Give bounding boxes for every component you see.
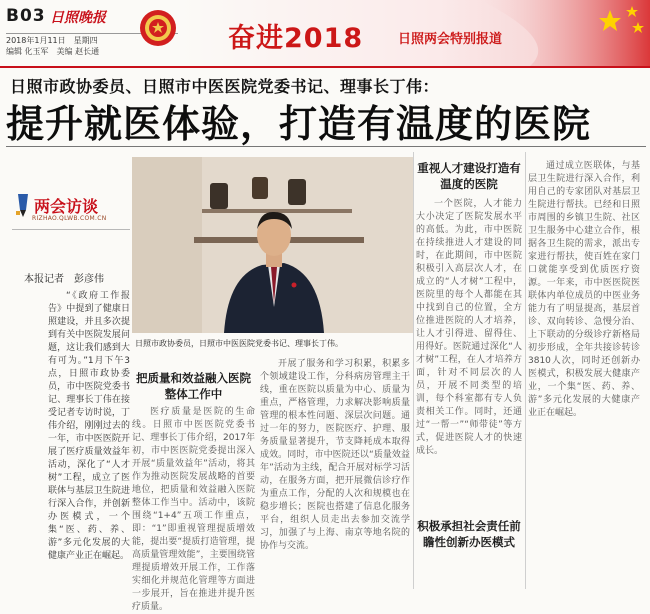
newspaper-logo: 日照晚报 (50, 10, 106, 26)
body-column-5 (528, 160, 640, 584)
body-paragraph: 通过成立医联体，与基层卫生院进行深入合作，利用自己的专家团队对基层卫生院进行帮扶。已经和日照市周围的乡镇卫生院、社区卫生服务中心建立合作，根据各卫生院的需求，派出专家进行帮扶，使百姓在家门口就能享受到优质医疗资源。一年来，市中医医院医联体内单位成员的中医业务能力有了明显提高，基层首诊、双向转诊、急慢分治、上下联动的分级诊疗新格局初步形成，全年共接诊转诊3810人次，同时还创新办医模式，积极发展大健康产业，一个集“医、药、养、游”多元化发展的大健康产业正在崛起。 (528, 161, 640, 418)
header-rule (0, 66, 650, 68)
emblem-icon (138, 8, 178, 48)
subhead-responsibility: 积极承担社会责任前瞻性创新办医模式 (417, 519, 521, 549)
body-column-2 (132, 406, 255, 612)
subhead-quality: 把质量和效益融入医院整体工作中 (136, 371, 251, 401)
section-badge: 两会访谈 (34, 197, 99, 216)
photo-caption: 日照市政协委员，日照市中医医院党委书记、理事长丁伟。 (135, 339, 343, 348)
banner-title: 奋进2018 (228, 23, 364, 54)
body-paragraph: 医疗质量是医院的生命线。日照市中医医院党委书记、理事长丁伟介绍，2017年初，市中医医院党委提出深入开展“质量效益年”活动，将其作为推动医院发展战略的首要地位，把质量和效益融入医院整体工作当中。活动中，该院围绕“1+4”五项工作重点，即：“1”即重视管理提质增效能，提出要“提质打造管理，提高质量管理效能”，主要围绕管理提质增效开展工作，工作落实细化并规范化管理等方面进一步展开，旨在推进并提升医疗质量。 (132, 407, 255, 612)
column-divider (525, 152, 526, 589)
page-number: B03 (6, 6, 46, 26)
badge-url: RIZHAO.QLWB.COM.CN (32, 215, 107, 222)
column-divider (413, 152, 414, 589)
body-column-3 (260, 358, 410, 586)
subhead-talent: 重视人才建设打造有温度的医院 (417, 161, 521, 191)
banner-subtitle: 日照两会特别报道 (398, 32, 503, 47)
byline: 本报记者 彭彦伟 (24, 274, 104, 285)
interview-photo (132, 157, 413, 333)
body-column-4 (416, 198, 522, 514)
headline-divider (6, 146, 646, 147)
body-paragraph: 开展了服务和学习积累，积累多个领域建设工作，分科病房管理主干线，重在医院以质量为中心、质量为重点，严格管理，力求解决影响质量管理的根本性问题、深层次问题。通过一年的努力，医院医疗、护理、服务质量显著提升，节支降耗成本取得成效。同时，市中医院还以“质量效益年”活动为主线，配合开展对标学习活动，在服务方面，把开展微信诊疗作为重点工作，分配的人次和规模也在稳步增长；医院也搭建了信息化服务平台，组织人员走出去参加交流学习，加强了与上海、南京等地名院的协作与交流。 (260, 359, 410, 551)
pen-icon (12, 192, 34, 218)
issue-date: 2018年1月11日 星期四 (6, 36, 98, 45)
article-intro (48, 290, 130, 563)
portrait-illustration (132, 157, 413, 333)
article-headline: 提升就医体验，打造有温度的医院 (6, 102, 592, 146)
badge-divider (12, 229, 130, 230)
intro-paragraph: “《政府工作报告》中提到了健康日照建设，并且多次提到有关中医院发展问题，这让我们感到大有可为。”1月下午3点，日照市政协委员，市中医院党委书记、理事长丁伟在接受记者专访时说，丁伟介绍，刚刚过去的一年，市中医医院开展了医疗质量效益年活动，深化了“人才树”工程，成立了医联体与基层卫生院进行深入合作，并创新办医模式，一个集“医、药、养、游”多元化发展的大健康产业正在崛起。 (48, 291, 130, 561)
editor-credit: 编辑 化玉军 美编 赵长通 (6, 47, 100, 56)
body-paragraph: 一个医院，人才能力大小决定了医院发展水平的高低。为此，市中医院在持续推进人才建设的同时，在此期间，市中医院积极引入高层次人才，在成立的“人才树”工程中，医院里的每个人都能在其中找到自己的位置，全方位推进医院的人才培养，让人才引得进、留得住、用得好。医院通过深化“人才树”工程，在人才培养方面，针对不同层次的人员，开展不同类型的培训，每个科室都有专人负责相关工作。同时，还通过“一帮一”“师带徒”等方式，促进医院人才的快速成长。 (416, 199, 522, 456)
article-kicker: 日照市政协委员、日照市中医医院党委书记、理事长丁伟： (10, 77, 440, 96)
